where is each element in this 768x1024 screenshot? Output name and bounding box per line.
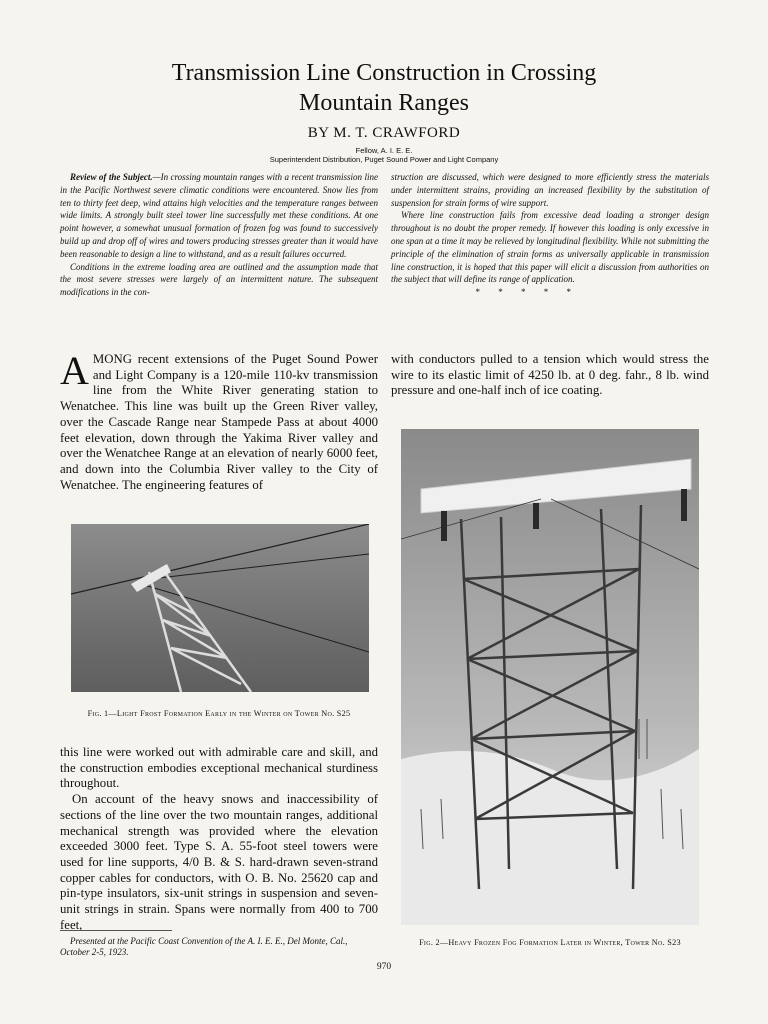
- frozen-tower-photo: [401, 429, 699, 925]
- title-line-1: Transmission Line Construction in Crossing: [171, 60, 597, 86]
- title-line-2: Mountain Ranges: [299, 90, 469, 116]
- review-column-left: [60, 171, 378, 299]
- footnote-rule: [60, 930, 172, 931]
- body-column-2-top: [391, 352, 709, 399]
- body-paragraph-2: On account of the heavy snows and inaccessibility of sections of the line over the two mountain ranges, additional mechanical strength was provided where the elevation exceeded 3000 feet. Type S. A. 55-foot steel towers were used for line supports, 4/0 B. & S. hard-drawn seven-strand copper cables for conductors, with O. B. No. 25620 cap and pin-type insulators, six-unit strings in suspension and seven-unit strings in strain. Spans were normally from 400 to 700 feet,: [60, 792, 378, 932]
- byline: BY M. T. CRAWFORD: [307, 125, 461, 141]
- figure-2-photo: [401, 429, 699, 925]
- footnote: Presented at the Pacific Coast Convention of the A. I. E. E., Del Monte, Cal., October 2-5, 1923.: [60, 936, 348, 957]
- affiliation-line-2: Superintendent Distribution, Puget Sound Power and Light Company: [269, 155, 499, 164]
- author-affiliation: [60, 146, 708, 164]
- body-column-1-top: [60, 348, 378, 493]
- body-paragraph-1: MONG recent extensions of the Puget Sound Power and Light Company is a 120-mile 110-kv transmission line from the White River generating station to Wenatchee. This line was built up the Green River valley, over the Cascade Range near Stampede Pass at about 4000 feet elevation, down through the Yakima River valley and over the Wenatchee Range at an elevation of nearly 6000 feet, and down into the Columbia River valley to the City of Wenatchee. The engineering features of: [60, 352, 378, 492]
- review-paragraph-1: —In crossing mountain ranges with a recent transmission line in the Pacific Northwest severe climatic conditions were encountered. Snow lies from ten to thirty feet deep, wind attains high velocities and the temperature ranges between wide limits. A strongly built steel tower line successfully met these conditions. At one point however, a somewhat unusual formation of frozen fog was found to successively build up and drop off of wires and towers producing stresses greater than it would have been reasonable to design a line to withstand, and as a result failures occurred.: [60, 172, 378, 259]
- body-paragraph-1-continued: this line were worked out with admirable care and skill, and the construction embodies exceptional mechanical sturdiness throughout.: [60, 745, 378, 791]
- article-title: [60, 58, 708, 118]
- figure-1-caption: Fig. 1—Light Frost Formation Early in the Winter on Tower No. S25: [87, 709, 351, 718]
- review-column-right: [391, 171, 709, 299]
- body-column-1-bottom: [60, 745, 378, 933]
- review-paragraph-2: Conditions in the extreme loading area are outlined and the assumption made that the most severe stresses were largely of an intermittent nature. The subsequent modifications in the con-: [60, 261, 378, 298]
- page-number: 970: [376, 962, 392, 972]
- body-paragraph-col2: with conductors pulled to a tension which would stress the wire to its elastic limit of 4250 lb. at 0 deg. fahr., 8 lb. wind pressure and one-half inch of ice coating.: [391, 352, 709, 398]
- affiliation-line-1: Fellow, A. I. E. E.: [355, 146, 413, 155]
- review-paragraph-4: Where line construction fails from excessive dead loading a stronger design throughout is no doubt the proper remedy. If however this loading is only excessive in one span at a time it may be relieved by longitudinal flexibility. While not submitting the principle of the elimination of strain forms as universally applicable in transmission line construction, it is hoped that this paper will elicit a discussion from authorities on the subject that will define its range of application.: [391, 210, 709, 285]
- section-separator-stars: * * * * *: [475, 287, 579, 298]
- figure-1-photo: [71, 524, 369, 692]
- review-paragraph-3: struction are discussed, which were designed to more efficiently stress the materials under intermittent strains, providing an increased flexibility by the substitution of suspension for strain forms of wire support.: [391, 172, 709, 208]
- drop-cap: A: [60, 348, 89, 393]
- tower-frost-photo: [71, 524, 369, 692]
- review-heading: Review of the Subject.: [70, 172, 153, 182]
- figure-2-caption: Fig. 2—Heavy Frozen Fog Formation Later in Winter, Tower No. S23: [419, 938, 681, 947]
